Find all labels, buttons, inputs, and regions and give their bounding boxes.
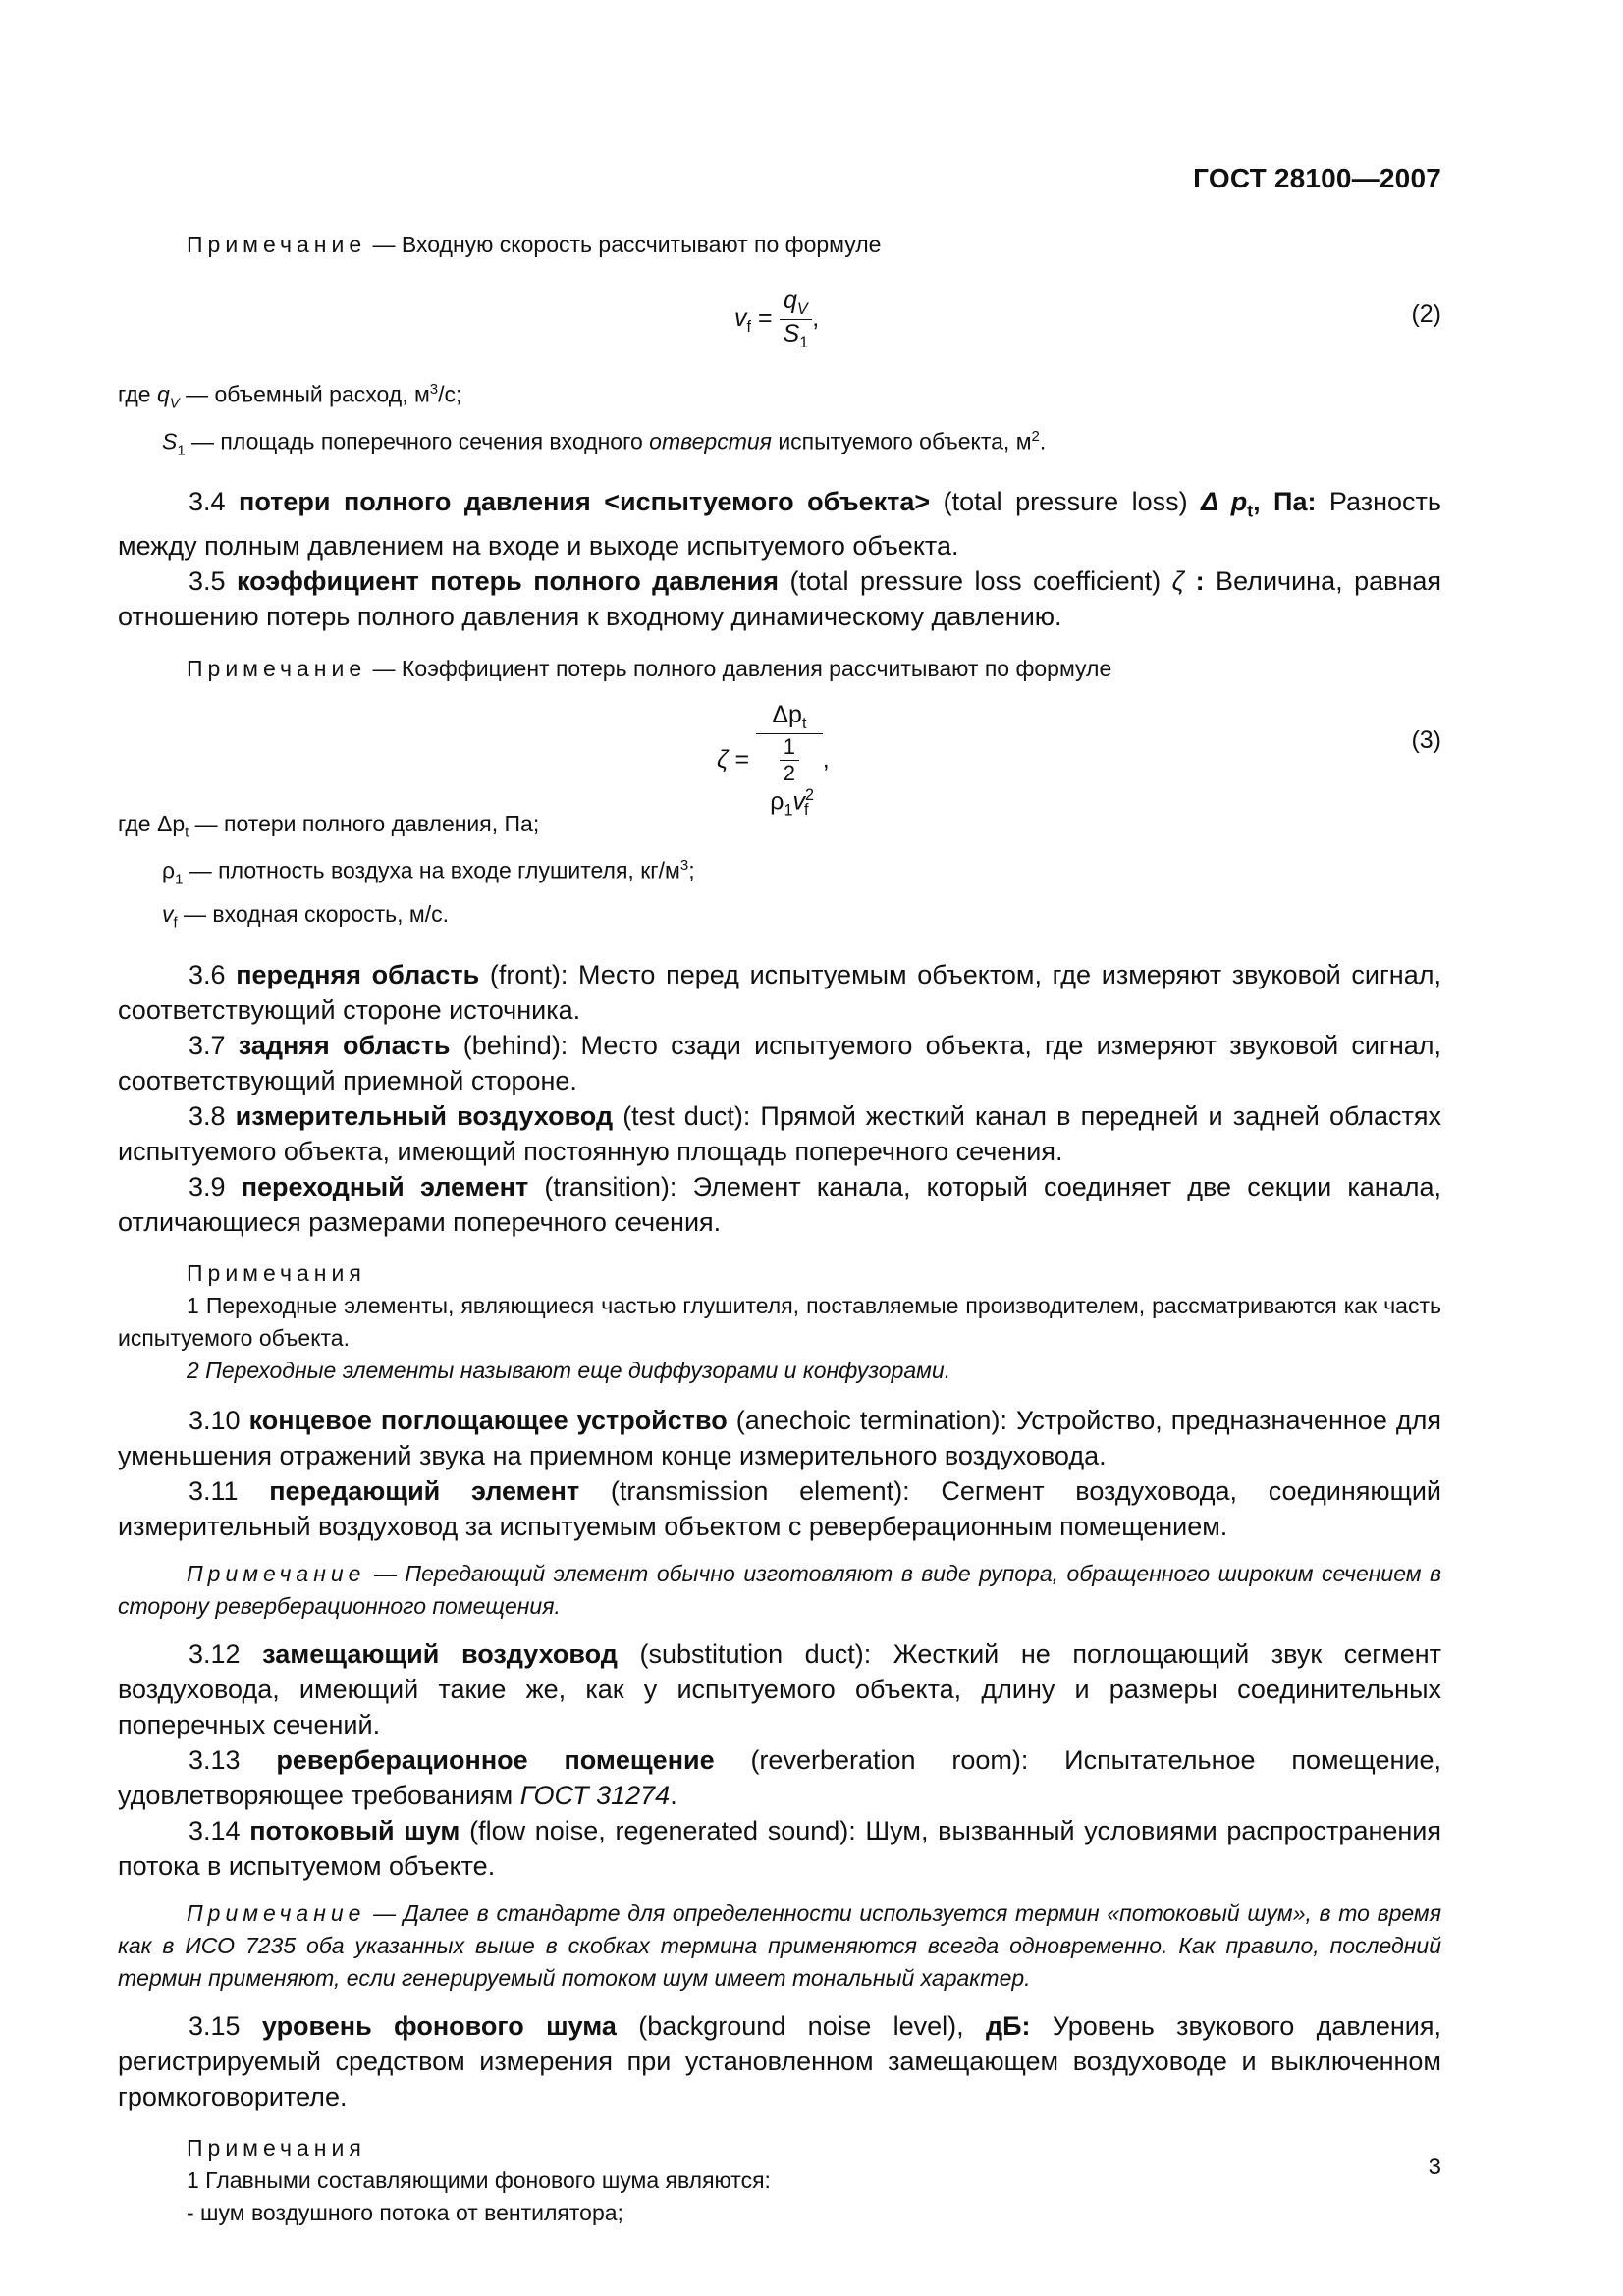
definition-3-7: 3.7 задняя область (behind): Место сзади испытуемого объекта, где измеряют звуковой сигнал, соответствующий приемной стороне. xyxy=(118,1031,1441,1096)
formula-2-body: $v_f$ = $\frac{q_V}{S_1}$ , xyxy=(734,287,820,351)
definition-3-9: 3.9 переходный элемент (transition): Элемент канала, который соединяет две секции канала, отличающиеся размерами поперечного сечения. xyxy=(118,1172,1441,1238)
definition-3-12: 3.12 замещающий воздуховод (substitution duct): Жесткий не поглощающий звук сегмент воздуховода, имеющий такие же, как у испытуемого объекта, длину и размеры соединительных поперечных сечений. xyxy=(118,1639,1442,1740)
formula-2-fraction: $\frac{q_V}{S_1}$ xyxy=(780,287,813,352)
definition-3-4: 3.4 потери полного давления <испытуемого объекта> (total pressure loss) Δ $p_t$, Па: Разность между полным давлением на входе и выходе испытуемого объекта. xyxy=(118,486,1441,561)
note-formula-2: Примечание — Входную скорость рассчитывают по формуле xyxy=(187,232,882,257)
formula-3-body: ζ = $\Delta p_t$ $\frac{1}{2}$ $\rho_1v^2_f$ , xyxy=(717,700,830,820)
formula-2 xyxy=(118,283,1441,363)
formula-3-fraction: $\Delta p_t$ $\frac{1}{2}$ $\rho_1v^2_f$ xyxy=(756,701,823,820)
formula-2-number: (2) xyxy=(1411,300,1441,328)
definition-3-5: 3.5 коэффициент потерь полного давления (total pressure loss coefficient) ζ : Величина, равная отношению потерь полного давления к входному динамическому давлению. xyxy=(118,565,1441,631)
where-3: где $\Delta p_t$ — потери полного давления, Па; $\rho_1$ — плотность воздуха на входе глушителя, $кг/м^3$; $v_f$ — входная скорость, м/с. xyxy=(118,810,695,932)
notes-3-9: Примечания 1 Переходные элементы, являющиеся частью глушителя, поставляемые производителем, рассматриваются как часть испытуемого объекта. 2 Переходные элементы называют еще диффузорами и конфузорами. xyxy=(118,1260,1441,1384)
where-2: где $q_V$ — объемный расход, $м^3/с$; $S_1$ — площадь поперечного сечения входного отверстия испытуемого объекта, $м^2$. xyxy=(118,381,1047,459)
definition-3-8: 3.8 измерительный воздуховод (test duct): Прямой жесткий канал в передней и задней областях испытуемого объекта, имеющий постоянную площадь поперечного сечения. xyxy=(118,1101,1441,1167)
page-content xyxy=(118,228,1441,2229)
definition-3-13: 3.13 реверберационное помещение (reverberation room): Испытательное помещение, удовлетворяющее требованиям ГОСТ 31274. xyxy=(118,1745,1441,1811)
notes-3-15: Примечания 1 Главными составляющими фонового шума являются: - шум воздушного потока от вентилятора; xyxy=(187,2135,771,2226)
definition-3-10: 3.10 концевое поглощающее устройство (anechoic termination): Устройство, предназначенное для уменьшения отражений звука на приемном конце измерительного воздуховода. xyxy=(118,1406,1441,1471)
note-3-14: Примечание — Далее в стандарте для определенности используется термин «потоковый шум», в то время как в ИСО 7235 оба указанных выше в скобках термина применяются всегда одновременно. Как правило, последний термин применяют, если генерируемый потоком шум имеет тональный характер. xyxy=(118,1900,1441,1992)
formula-3-number: (3) xyxy=(1411,725,1441,754)
document-number: ГОСТ 28100—2007 xyxy=(1193,163,1441,193)
definition-3-6: 3.6 передняя область (front): Место перед испытуемым объектом, где измеряют звуковой сигнал, соответствующий стороне источника. xyxy=(118,960,1441,1026)
note-3-11: Примечание — Передающий элемент обычно изготовляют в виде рупора, обращенного широким сечением в сторону реверберационного помещения. xyxy=(118,1561,1441,1620)
definition-3-11: 3.11 передающий элемент (transmission element): Сегмент воздуховода, соединяющий измерительный воздуховод за испытуемым объектом с реверберационным помещением. xyxy=(118,1476,1441,1542)
note-formula-3: Примечание — Коэффициент потерь полного давления рассчитывают по формуле xyxy=(187,655,1112,681)
page-number: 3 xyxy=(1428,2154,1441,2180)
formula-3 xyxy=(118,700,1441,820)
definition-3-15: 3.15 уровень фонового шума (background noise level), дБ: Уровень звукового давления, регистрируемый средством измерения при установленном замещающем воздуховоде и выключенном громкоговорителе. xyxy=(118,2011,1441,2112)
definition-3-14: 3.14 потоковый шум (flow noise, regenerated sound): Шум, вызванный условиями распространения потока в испытуемом объекте. xyxy=(118,1816,1441,1882)
